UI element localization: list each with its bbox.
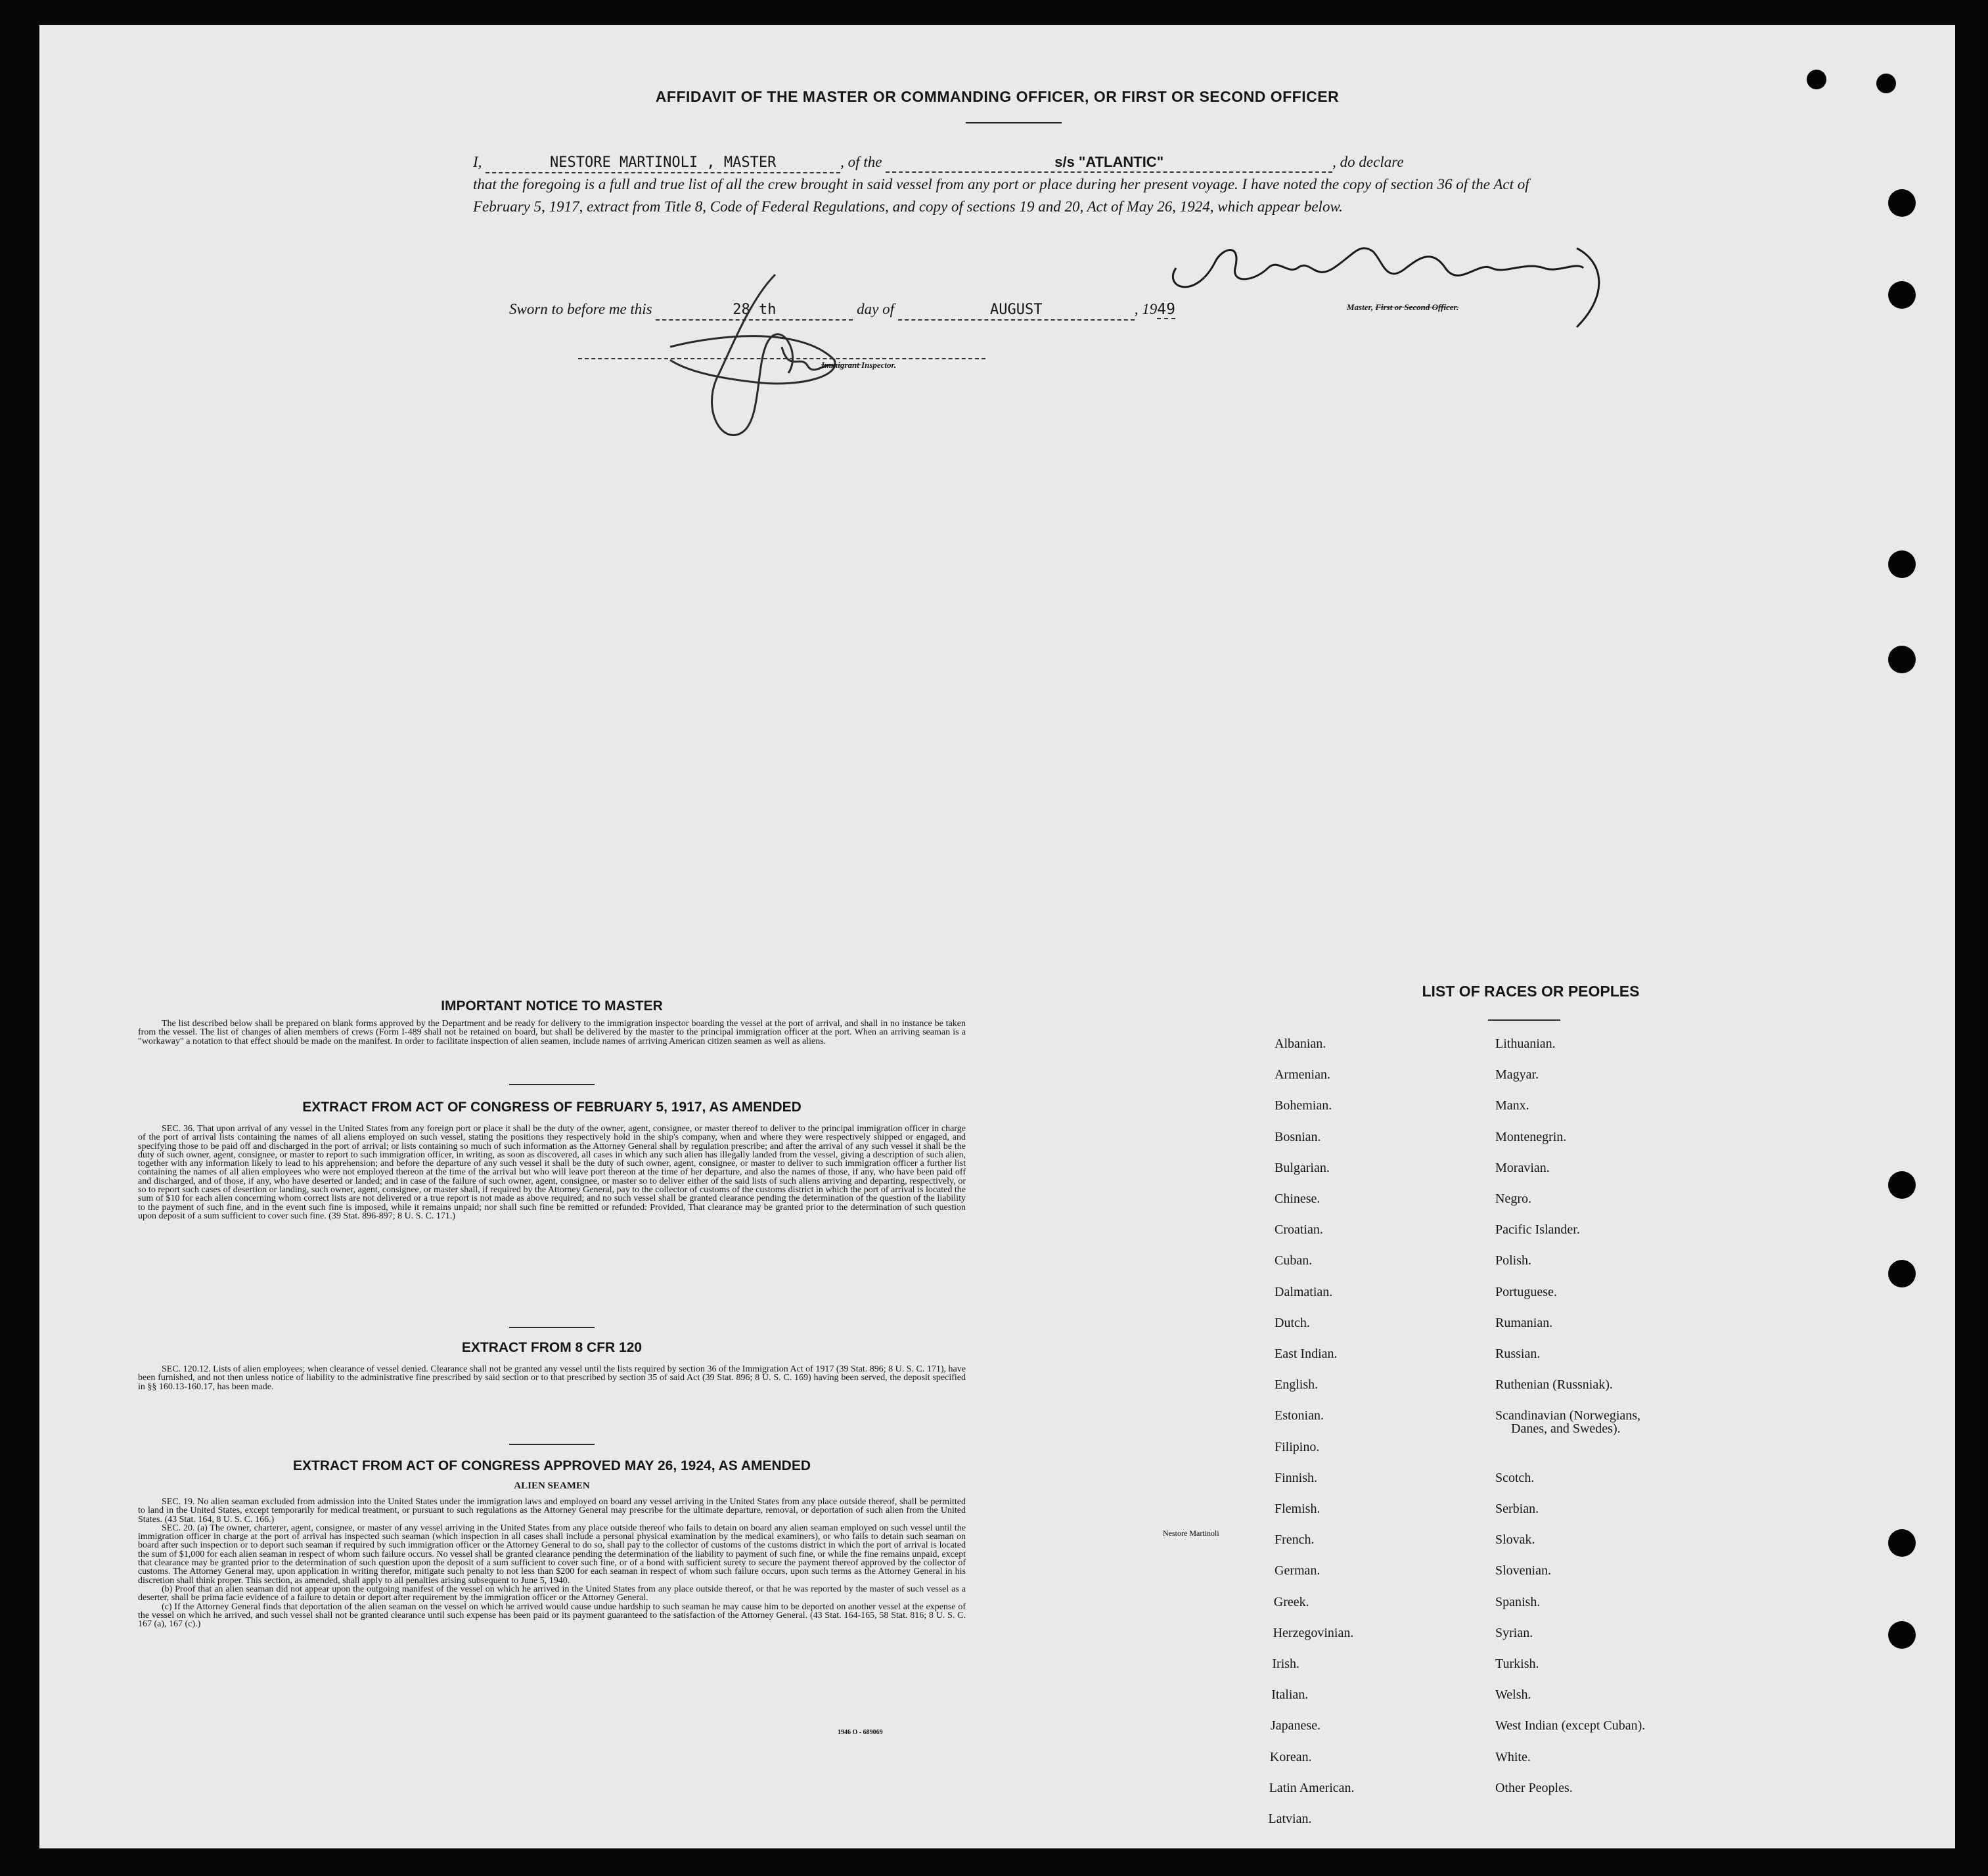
extract-1924-sec20a: SEC. 20. (a) The owner, charterer, agent, consignee, or master of any vessel arriving in the United States from any place outside thereof who fails to detain on board any alien seaman employed on such vessel until the immigration officer in charge at the port of arrival has inspected such seaman (which inspection in all cases shall include a personal physical examination by the medical examiners), or who fails to detain such seaman on board after such inspection or to deport such seaman if required by such immigration officer or the Attorney General to do so, shall pay to the collector of customs of the customs district in which the port of arrival is located the sum of $1,000 for each alien seaman in respect of whom such failure occurs. No vessel shall be granted clearance pending the determination of the liability to payment of such fine, or while the fine remains unpaid, except that clearance may be granted prior to the determination of such question upon the deposit of a sum sufficient to cover such fine, or of a bond with sufficient surety to secure the payment thereof approved by the collector of customs. The Attorney General may, upon application in writing therefor, mitigate such penalty to not less than $200 for each seaman in respect of whom such failure occurs, upon such terms as the Attorney General in his discretion shall think proper. This section, as amended, shall apply to all penalties arising subsequent to June 5, 1940.	[138, 1523, 966, 1586]
race-item: Spanish.	[1495, 1595, 1541, 1609]
race-item: Rumanian.	[1495, 1316, 1553, 1330]
inspector-label-immigrant: Immigrant	[821, 360, 862, 370]
title-divider	[966, 122, 1062, 123]
race-item: Turkish.	[1495, 1657, 1539, 1671]
race-item: French.	[1275, 1532, 1315, 1547]
extract-1924-sec20b: (b) Proof that an alien seaman did not appear upon the outgoing manifest of the vessel on which he arrived in the United States from any place outside thereof, or that he was reported by the master of such vessel as a deserter, shall be prima facie evidence of a failure to detain or deport after requirement by the immigration officer or the Attorney General.	[138, 1584, 966, 1603]
signer-role-officer: First or Second Officer.	[1375, 302, 1459, 312]
extract-1924-subtitle: ALIEN SEAMEN	[514, 1481, 590, 1491]
inspector-signature-line	[578, 358, 985, 359]
extract-cfr-text	[138, 1365, 966, 1391]
race-item: East Indian.	[1275, 1347, 1338, 1361]
extract-1924-sec19: SEC. 19. No alien seaman excluded from admission into the United States under the immigration laws and employed on board any vessel arriving in the United States from any place outside thereof, shall be permitted to land in the United States, except temporarily for medical treatment, or pursuant to such regulations as the Attorney General may prescribe for the ultimate departure, removal, or deportation of such alien from the United States. (43 Stat. 164, 8 U. S. C. 166.)	[138, 1497, 966, 1525]
race-item: Magyar.	[1495, 1067, 1539, 1082]
race-item: Irish.	[1272, 1657, 1300, 1671]
inspector-label	[821, 360, 896, 370]
race-item: Lithuanian.	[1495, 1037, 1556, 1051]
race-item: Dalmatian.	[1275, 1285, 1333, 1299]
extract-1917-paragraph: SEC. 36. That upon arrival of any vessel in the United States from any foreign port or place it shall be the duty of the owner, agent, consignee, or master thereof to deliver to the principal immigration officer in charge of the port of arrival lists containing the names of all aliens employed on such vessel, stating the positions they respectively hold in the ship's company, when and where they were respectively shipped or engaged, and specifying those to be paid off and discharged in the port of arrival; or lists containing so much of such information as the Attorney General shall by regulation prescribe; and after the arrival of any such vessel it shall be the duty of such owner, agent, consignee, or master to report to such immigration officer, in writing, as soon as discovered, all cases in which any such alien has illegally landed from the vessel, giving a description of such alien, together with any information likely to lead to his apprehension; and before the departure of any such vessel it shall be the duty of such owner, agent, consignee, or master to deliver to such immigration officer a further list containing the names of all alien employees who were not employed thereon at the time of the arrival but who will leave port thereon at the time of her departure, and also the names of those, if any, who have been paid off and discharged, and of those, if any, who have deserted or landed; and in case of the failure of such owner, agent, consignee, or master so to deliver either of the said lists of such aliens arriving and departing, respectively, or so to report such cases of desertion or landing, such owner, agent, consignee, or master shall, if required by the Attorney General, pay to the collector of customs of the customs district in which the port of arrival is located the sum of $10 for each alien concerning whom correct lists are not delivered or a true report is not made as above required; and no such vessel shall be granted clearance pending the determination of the question of the liability to the payment of such fine, and in the event such fine is imposed, while it remains unpaid; nor shall such fine be remitted or refunded: Provided, That clearance may be granted prior to the determination of such question upon deposit of a sum sufficient to cover such fine. (39 Stat. 896-897; 8 U. S. C. 171.)	[138, 1124, 966, 1221]
race-item: Portuguese.	[1495, 1285, 1557, 1299]
signer-role-label	[1347, 302, 1458, 313]
race-item: Pacific Islander.	[1495, 1222, 1580, 1237]
race-item: Scandinavian (Norwegians,	[1495, 1408, 1641, 1423]
race-item: Finnish.	[1275, 1471, 1318, 1485]
race-item: Estonian.	[1275, 1408, 1324, 1423]
sworn-prefix: Sworn to before me this	[509, 301, 652, 317]
race-item: Flemish.	[1275, 1502, 1321, 1516]
race-item: Bulgarian.	[1275, 1161, 1330, 1175]
affidavit-pronoun: I,	[473, 154, 482, 170]
extract-1917-divider	[509, 1327, 595, 1328]
extract-cfr-title: EXTRACT FROM 8 CFR 120	[461, 1340, 643, 1355]
race-item: Syrian.	[1495, 1626, 1533, 1640]
race-item: Negro.	[1495, 1192, 1531, 1206]
race-item: Dutch.	[1275, 1316, 1310, 1330]
notice-text	[138, 1019, 966, 1046]
extract-1924-text	[138, 1498, 966, 1628]
race-item: Filipino.	[1275, 1440, 1320, 1454]
race-item: Slovak.	[1495, 1532, 1535, 1547]
sworn-day-field: 28 th	[656, 301, 853, 321]
notice-title: IMPORTANT NOTICE TO MASTER	[441, 998, 663, 1014]
extract-1917-text	[138, 1125, 966, 1220]
punch-hole	[1888, 281, 1916, 309]
notice-divider	[509, 1084, 595, 1085]
race-item: Chinese.	[1275, 1192, 1321, 1206]
document-page	[39, 25, 1955, 1848]
race-item: Latin American.	[1269, 1781, 1355, 1795]
punch-hole	[1888, 1529, 1916, 1557]
race-item: Welsh.	[1495, 1687, 1531, 1702]
punch-hole	[1807, 70, 1826, 89]
race-item: Cuban.	[1275, 1253, 1313, 1268]
sworn-year-field: 49	[1157, 301, 1175, 318]
race-item: Scotch.	[1495, 1471, 1535, 1485]
extract-1924-title: EXTRACT FROM ACT OF CONGRESS APPROVED MAY 26, 1924, AS AMENDED	[292, 1458, 811, 1473]
notice-paragraph: The list described below shall be prepared on blank forms approved by the Department and be ready for delivery to the immigration inspector boarding the vessel at the port of arrival, and shall in no instance be taken from the vessel. The list of changes of alien members of crews (Form I-489 shall not be retained on board, but shall be delivered by the master to the principal immigration officer at the port. When an arriving seaman is a "workaway" a notation to that effect should be made on the manifest. In order to facilitate inspection of alien seamen, include names of arriving American citizen seamen as well as aliens.	[138, 1019, 966, 1046]
race-item: Korean.	[1269, 1750, 1312, 1764]
race-item: Serbian.	[1495, 1502, 1539, 1516]
race-item: Montenegrin.	[1495, 1130, 1567, 1144]
race-item: Croatian.	[1275, 1222, 1323, 1237]
race-item: Ruthenian (Russniak).	[1495, 1377, 1613, 1392]
extract-1917-title: EXTRACT FROM ACT OF CONGRESS OF FEBRUARY 5, 1917, AS AMENDED	[302, 1100, 802, 1115]
race-item: Manx.	[1495, 1098, 1529, 1113]
print-code: 1946 O - 689069	[838, 1729, 883, 1736]
sworn-day-of: day of	[857, 301, 894, 317]
race-item: Greek.	[1273, 1595, 1309, 1609]
race-item: Other Peoples.	[1495, 1781, 1573, 1795]
vessel-name-field: s/s "ATLANTIC"	[886, 153, 1332, 173]
race-item: West Indian (except Cuban).	[1495, 1718, 1646, 1733]
race-item: Moravian.	[1495, 1161, 1550, 1175]
race-item: Bohemian.	[1275, 1098, 1332, 1113]
punch-hole	[1888, 1621, 1916, 1649]
of-the-label: , of the	[840, 154, 882, 170]
sworn-month-field: AUGUST	[898, 301, 1135, 321]
punch-hole	[1888, 646, 1916, 673]
race-item: Herzegovinian.	[1273, 1626, 1354, 1640]
extract-cfr-paragraph: SEC. 120.12. Lists of alien employees; when clearance of vessel denied. Clearance shall not be granted any vessel until the lists required by section 36 of the Immigration Act of 1917 (39 Stat. 896; 8 U. S. C. 171), have been furnished, and not then unless notice of liability to the administrative fine prescribed by said section or to that prescribed by section 35 of said Act (39 Stat. 896; 8 U. S. C. 169) having been served, the deposit specified in §§ 160.13-160.17, has been made.	[138, 1364, 966, 1392]
form-title: AFFIDAVIT OF THE MASTER OR COMMANDING OFFICER, OR FIRST OR SECOND OFFICER	[655, 88, 1340, 105]
signer-role-master: Master,	[1347, 302, 1376, 312]
extract-cfr-divider	[509, 1444, 595, 1445]
race-item: Latvian.	[1268, 1812, 1312, 1826]
race-item: Polish.	[1495, 1253, 1532, 1268]
race-item: German.	[1275, 1563, 1321, 1578]
inspector-label-inspector: Inspector.	[861, 360, 897, 370]
punch-hole	[1888, 1260, 1916, 1287]
punch-hole	[1888, 550, 1916, 578]
punch-hole	[1888, 1171, 1916, 1199]
race-item: Armenian.	[1275, 1067, 1330, 1082]
race-item: Japanese.	[1271, 1718, 1321, 1733]
race-item: White.	[1495, 1750, 1531, 1764]
race-item: Slovenian.	[1495, 1563, 1551, 1578]
extract-1924-sec20c: (c) If the Attorney General finds that deportation of the alien seaman on the vessel on which he arrived would cause undue hardship to such seaman he may cause him to be deported on another vessel at the expense of the vessel on which he arrived, and such vessel shall not be granted clearance until such expense has been paid or its payment guaranteed to the satisfaction of the Attorney General. (43 Stat. 164-165, 58 Stat. 816; 8 U. S. C. 167 (a), 167 (c).)	[138, 1601, 966, 1630]
affidavit-paragraph	[473, 151, 1577, 218]
do-declare-label: , do declare	[1332, 154, 1404, 170]
races-title: LIST OF RACES OR PEOPLES	[1422, 983, 1640, 1000]
races-divider	[1488, 1019, 1560, 1021]
race-item-continuation: Danes, and Swedes).	[1511, 1421, 1621, 1436]
race-item: Albanian.	[1275, 1037, 1326, 1051]
sworn-year-prefix: , 19	[1134, 301, 1158, 317]
race-item: English.	[1275, 1377, 1319, 1392]
affidavit-body: that the foregoing is a full and true list of all the crew brought in said vessel from any port or place during her present voyage. I have noted the copy of section 36 of the Act of February 5, 1917, extract from Title 8, Code of Federal Regulations, and copy of sections 19 and 20, Act of May 26, 1924, which appear below.	[473, 176, 1529, 215]
race-item: Bosnian.	[1275, 1130, 1321, 1144]
race-item: Russian.	[1495, 1347, 1541, 1361]
master-name-field: NESTORE MARTINOLI , MASTER	[486, 154, 840, 173]
master-signature-text: Nestore Martinoli	[1163, 1529, 1219, 1538]
punch-hole	[1888, 189, 1916, 217]
race-item: Italian.	[1271, 1687, 1309, 1702]
